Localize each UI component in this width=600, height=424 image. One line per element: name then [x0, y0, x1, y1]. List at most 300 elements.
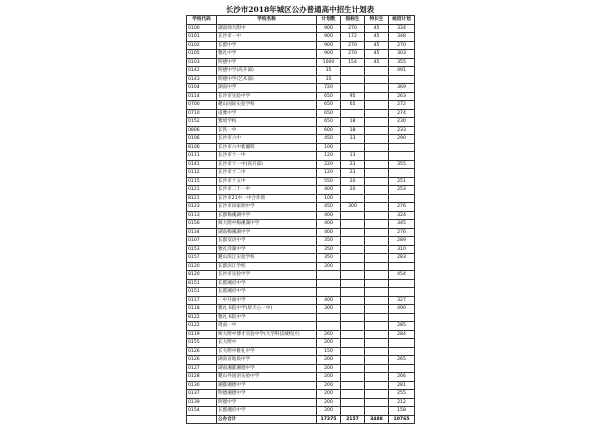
cell-talent	[365, 390, 389, 399]
cell-quota	[341, 373, 365, 382]
cell-school-name: 长沙市十一中	[217, 152, 317, 161]
cell-plan	[317, 313, 341, 322]
table-row	[187, 220, 415, 229]
cell-code: 8121	[187, 194, 217, 203]
table-row	[187, 92, 415, 101]
cell-code: 0151	[187, 288, 217, 297]
cell-quota: 270	[341, 24, 365, 33]
cell-code: 0101	[187, 33, 217, 42]
cell-plan: 550	[317, 177, 341, 186]
cell-recruit: 290	[389, 135, 415, 144]
cell-recruit: 285	[389, 322, 415, 331]
cell-quota: 270	[341, 50, 365, 59]
cell-quota	[341, 305, 365, 314]
cell-talent	[365, 271, 389, 280]
cell-recruit: 230	[389, 118, 415, 127]
cell-plan: 120	[317, 169, 341, 178]
cell-code: 0114	[187, 92, 217, 101]
cell-talent	[365, 203, 389, 212]
cell-quota	[341, 271, 365, 280]
cell-plan: 400	[317, 211, 341, 220]
table-row	[187, 279, 415, 288]
cell-recruit: 334	[389, 24, 415, 33]
cell-code: 0100	[187, 24, 217, 33]
table-row	[187, 84, 415, 93]
cell-code: 0126	[187, 347, 217, 356]
cell-code: 0123	[187, 203, 217, 212]
cell-recruit: 310	[389, 245, 415, 254]
cell-code: 0122	[187, 322, 217, 331]
cell-recruit	[389, 313, 415, 322]
table-row	[187, 381, 415, 390]
cell-recruit: 251	[389, 177, 415, 186]
cell-school-name: 雅境学校	[217, 118, 317, 127]
cell-code: 0139	[187, 398, 217, 407]
cell-school-name: 一中开福中学	[217, 296, 317, 305]
cell-plan: 650	[317, 92, 341, 101]
cell-talent	[365, 407, 389, 416]
cell-school-name: 长沙市十五中	[217, 177, 317, 186]
page-title: 长沙市2018年城区公办普通高中招生计划表	[225, 5, 375, 14]
cell-recruit: 345	[389, 220, 415, 229]
cell-school-name: 长郡梅溪湖中学	[217, 211, 317, 220]
cell-code: 0127	[187, 364, 217, 373]
table-row	[187, 347, 415, 356]
cell-talent	[365, 296, 389, 305]
table-row	[187, 322, 415, 331]
table-row	[187, 194, 415, 203]
cell-talent	[365, 322, 389, 331]
cell-code: 8106	[187, 143, 217, 152]
cell-plan: 200	[317, 262, 341, 271]
cell-talent	[365, 339, 389, 348]
table-row	[187, 126, 415, 135]
cell-talent	[365, 75, 389, 84]
cell-recruit: 158	[389, 407, 415, 416]
col-header-quota: 指标生	[341, 16, 365, 25]
admission-plan-sheet	[186, 4, 414, 424]
table-row	[187, 75, 415, 84]
cell-talent	[365, 177, 389, 186]
table-row	[187, 101, 415, 110]
cell-code: 0121	[187, 186, 217, 195]
cell-quota	[341, 330, 365, 339]
cell-plan: 650	[317, 118, 341, 127]
cell-quota: 300	[341, 203, 365, 212]
cell-school-name: 麓山外国语实验中学	[217, 373, 317, 382]
cell-code: 0130	[187, 381, 217, 390]
cell-code: 0120	[187, 262, 217, 271]
table-row	[187, 271, 415, 280]
cell-talent	[365, 313, 389, 322]
cell-plan: 400	[317, 228, 341, 237]
cell-quota	[341, 364, 365, 373]
cell-quota	[341, 228, 365, 237]
cell-recruit: 324	[389, 211, 415, 220]
total-recruit: 10765	[389, 415, 415, 424]
cell-school-name: 长郡双语中学	[217, 237, 317, 246]
cell-recruit: 266	[389, 373, 415, 382]
cell-recruit	[389, 194, 415, 203]
table-row	[187, 169, 415, 178]
cell-recruit: 369	[389, 84, 415, 93]
cell-talent: 45	[365, 58, 389, 67]
cell-school-name: 师大附中梅溪湖中学	[217, 220, 317, 229]
cell-code: 0710	[187, 109, 217, 118]
cell-quota: 154	[341, 58, 365, 67]
cell-school-name: 长沙市实验中学	[217, 271, 317, 280]
cell-code: 8151	[187, 279, 217, 288]
cell-recruit: 491	[389, 67, 415, 76]
cell-school-name: 长郡中学	[217, 41, 317, 50]
cell-code: 0700	[187, 101, 217, 110]
cell-plan: 400	[317, 296, 341, 305]
total-quota: 2157	[341, 415, 365, 424]
cell-recruit: 355	[389, 160, 415, 169]
cell-plan: 260	[317, 330, 341, 339]
cell-quota	[341, 75, 365, 84]
table-row	[187, 160, 415, 169]
cell-plan: 450	[317, 203, 341, 212]
cell-code: 0157	[187, 254, 217, 263]
table-row	[187, 398, 415, 407]
cell-recruit: 289	[389, 237, 415, 246]
cell-quota	[341, 407, 365, 416]
cell-quota: 13	[341, 135, 365, 144]
cell-talent	[365, 398, 389, 407]
cell-talent	[365, 101, 389, 110]
cell-recruit: 270	[389, 41, 415, 50]
col-header-talent: 特长生	[365, 16, 389, 25]
cell-code: 0107	[187, 237, 217, 246]
cell-recruit: 253	[389, 186, 415, 195]
cell-code: 0156	[187, 220, 217, 229]
cell-school-name: 明德中学	[217, 58, 317, 67]
cell-talent	[365, 135, 389, 144]
cell-quota	[341, 220, 365, 229]
cell-plan: 200	[317, 407, 341, 416]
cell-talent	[365, 211, 389, 220]
cell-plan: 1000	[317, 58, 341, 67]
cell-quota	[341, 398, 365, 407]
cell-school-name: 长沙市二十一中	[217, 186, 317, 195]
cell-code: 8120	[187, 271, 217, 280]
cell-talent: 45	[365, 24, 389, 33]
cell-plan: 200	[317, 339, 341, 348]
cell-school-name: 长沙市六中新疆班	[217, 143, 317, 152]
cell-school-name: 长沙市实验中学	[217, 92, 317, 101]
cell-quota	[341, 254, 365, 263]
cell-school-name: 明德湘德中学	[217, 390, 317, 399]
cell-talent: 45	[365, 50, 389, 59]
cell-quota: 18	[341, 126, 365, 135]
cell-school-name: 雅礼中学	[217, 50, 317, 59]
cell-school-name: 长郡滨江学校	[217, 262, 317, 271]
cell-school-name: 长沙市六中	[217, 135, 317, 144]
cell-recruit	[389, 262, 415, 271]
cell-plan: 450	[317, 135, 341, 144]
total-code	[187, 415, 217, 424]
cell-code: 0104	[187, 84, 217, 93]
cell-talent	[365, 279, 389, 288]
table-row	[187, 228, 415, 237]
table-row	[187, 407, 415, 416]
cell-quota: 95	[341, 92, 365, 101]
table-row	[187, 262, 415, 271]
cell-plan	[317, 322, 341, 331]
cell-recruit: 212	[389, 398, 415, 407]
table-row	[187, 186, 415, 195]
cell-quota: 65	[341, 101, 365, 110]
cell-talent	[365, 118, 389, 127]
cell-plan: 350	[317, 254, 341, 263]
cell-code: 0141	[187, 160, 217, 169]
cell-recruit: 276	[389, 228, 415, 237]
col-header-name: 学校名称	[217, 16, 317, 25]
table-row	[187, 33, 415, 42]
total-plan: 17375	[317, 415, 341, 424]
cell-code: 8122	[187, 313, 217, 322]
cell-quota	[341, 279, 365, 288]
cell-recruit	[389, 288, 415, 297]
table-row	[187, 339, 415, 348]
cell-quota	[341, 313, 365, 322]
cell-recruit: 454	[389, 271, 415, 280]
cell-school-name: 师大附中博才实验中学(大学科技城校区)	[217, 330, 317, 339]
cell-school-name: 明德中学	[217, 398, 317, 407]
cell-quota: 23	[341, 169, 365, 178]
cell-talent	[365, 92, 389, 101]
total-label: 公办合计	[217, 415, 317, 424]
col-header-code: 学校代码	[187, 16, 217, 25]
cell-talent	[365, 186, 389, 195]
table-row	[187, 245, 415, 254]
cell-talent	[365, 194, 389, 203]
cell-talent	[365, 143, 389, 152]
cell-school-name: 雅礼洋湖中学	[217, 245, 317, 254]
cell-plan: 900	[317, 41, 341, 50]
cell-code: 0806	[187, 126, 217, 135]
cell-talent	[365, 160, 389, 169]
cell-recruit: 255	[389, 390, 415, 399]
cell-quota	[341, 339, 365, 348]
cell-code: 0118	[187, 305, 217, 314]
cell-plan: 100	[317, 143, 341, 152]
cell-quota	[341, 390, 365, 399]
cell-talent	[365, 262, 389, 271]
cell-recruit: 272	[389, 101, 415, 110]
cell-school-name: 长郡湘府中学	[217, 407, 317, 416]
cell-recruit: 355	[389, 58, 415, 67]
table-row	[187, 254, 415, 263]
table-row	[187, 177, 415, 186]
cell-plan: 720	[317, 84, 341, 93]
cell-school-name: 湖南中学	[217, 84, 317, 93]
cell-plan	[317, 271, 341, 280]
cell-plan: 400	[317, 220, 341, 229]
cell-code: 0106	[187, 135, 217, 144]
cell-plan	[317, 288, 341, 297]
cell-recruit: 265	[389, 356, 415, 365]
cell-quota	[341, 211, 365, 220]
cell-talent	[365, 373, 389, 382]
cell-school-name: 湖南湘都湘德中学	[217, 364, 317, 373]
cell-code: 0155	[187, 339, 217, 348]
cell-quota	[341, 143, 365, 152]
cell-quota	[341, 262, 365, 271]
table-row	[187, 356, 415, 365]
col-header-plan: 计划数	[317, 16, 341, 25]
cell-plan: 200	[317, 398, 341, 407]
cell-school-name: 长郡湘府中学	[217, 288, 317, 297]
cell-plan: 35	[317, 67, 341, 76]
cell-code: 0112	[187, 169, 217, 178]
cell-school-name: 长大附中雅礼中学	[217, 347, 317, 356]
cell-school-name: 长郡湘府中学	[217, 279, 317, 288]
cell-school-name: 周南一中	[217, 322, 317, 331]
cell-code: 0126	[187, 356, 217, 365]
cell-talent	[365, 109, 389, 118]
cell-code: 0117	[187, 296, 217, 305]
cell-talent: 45	[365, 33, 389, 42]
cell-school-name: 长沙市十一中(高升部)	[217, 160, 317, 169]
cell-recruit	[389, 364, 415, 373]
cell-plan: 300	[317, 305, 341, 314]
cell-plan: 120	[317, 152, 341, 161]
cell-talent	[365, 237, 389, 246]
cell-talent	[365, 245, 389, 254]
cell-school-name: 湖南梅溪湖中学	[217, 228, 317, 237]
cell-plan: 650	[317, 101, 341, 110]
cell-school-name: 麓山滨江实验学校	[217, 254, 317, 263]
cell-talent	[365, 288, 389, 297]
cell-plan: 350	[317, 237, 341, 246]
cell-plan: 400	[317, 186, 341, 195]
table-row	[187, 203, 415, 212]
table-row	[187, 118, 415, 127]
cell-plan: 600	[317, 126, 341, 135]
cell-code: 0128	[187, 373, 217, 382]
cell-quota	[341, 356, 365, 365]
cell-school-name: 湖南省地质中学	[217, 356, 317, 365]
cell-quota	[341, 245, 365, 254]
table-row	[187, 67, 415, 76]
cell-plan: 150	[317, 347, 341, 356]
cell-talent	[365, 169, 389, 178]
cell-recruit	[389, 279, 415, 288]
cell-talent	[365, 330, 389, 339]
cell-plan: 35	[317, 75, 341, 84]
cell-code: 0111	[187, 152, 217, 161]
cell-recruit: 490	[389, 305, 415, 314]
cell-school-name: 湘都湘德中学	[217, 381, 317, 390]
table-row	[187, 288, 415, 297]
cell-talent	[365, 254, 389, 263]
cell-quota: 172	[341, 33, 365, 42]
table-row	[187, 237, 415, 246]
table-row	[187, 373, 415, 382]
table-row	[187, 50, 415, 59]
cell-talent	[365, 364, 389, 373]
cell-code: 0115	[187, 177, 217, 186]
cell-recruit: 348	[389, 33, 415, 42]
cell-school-name: 长铁一中	[217, 126, 317, 135]
total-row	[187, 415, 415, 424]
cell-school-name: 长大附中	[217, 339, 317, 348]
cell-code: 0137	[187, 390, 217, 399]
cell-code: 0103	[187, 58, 217, 67]
cell-plan: 200	[317, 381, 341, 390]
table-row	[187, 330, 415, 339]
cell-school-name: 湖南师大附中	[217, 24, 317, 33]
cell-recruit	[389, 152, 415, 161]
cell-code: 0142	[187, 67, 217, 76]
cell-talent	[365, 152, 389, 161]
cell-quota	[341, 288, 365, 297]
cell-school-name: 南雅中学	[217, 109, 317, 118]
cell-code: 0154	[187, 407, 217, 416]
cell-quota	[341, 237, 365, 246]
cell-recruit: 284	[389, 330, 415, 339]
admission-plan-table	[186, 15, 415, 424]
cell-code: 0119	[187, 330, 217, 339]
cell-quota: 20	[341, 186, 365, 195]
cell-code: 0143	[187, 75, 217, 84]
cell-code: 0105	[187, 50, 217, 59]
cell-recruit: 276	[389, 203, 415, 212]
cell-school-name: 明德中学(艺术部)	[217, 75, 317, 84]
cell-talent: 45	[365, 41, 389, 50]
table-row	[187, 390, 415, 399]
table-row	[187, 313, 415, 322]
cell-plan: 900	[317, 50, 341, 59]
cell-school-name: 长沙市十二中	[217, 169, 317, 178]
cell-talent	[365, 305, 389, 314]
cell-plan: 900	[317, 24, 341, 33]
cell-talent	[365, 381, 389, 390]
cell-plan: 220	[317, 160, 341, 169]
cell-plan: 200	[317, 373, 341, 382]
cell-recruit	[389, 169, 415, 178]
cell-plan: 200	[317, 390, 341, 399]
table-body	[187, 24, 415, 415]
cell-talent	[365, 220, 389, 229]
cell-quota: 23	[341, 160, 365, 169]
cell-talent	[365, 356, 389, 365]
table-row	[187, 211, 415, 220]
cell-plan: 100	[317, 194, 341, 203]
cell-talent	[365, 126, 389, 135]
cell-quota	[341, 296, 365, 305]
cell-quota: 270	[341, 41, 365, 50]
cell-quota	[341, 109, 365, 118]
cell-school-name: 明德中学(高升部)	[217, 67, 317, 76]
header-row	[187, 16, 415, 25]
cell-school-name: 长沙市田家炳中学	[217, 203, 317, 212]
table-row	[187, 364, 415, 373]
cell-recruit: 274	[389, 109, 415, 118]
total-talent: 3488	[365, 415, 389, 424]
cell-recruit: 283	[389, 254, 415, 263]
table-row	[187, 143, 415, 152]
cell-quota	[341, 381, 365, 390]
table-row	[187, 305, 415, 314]
cell-school-name: 长沙市21中一中合作班	[217, 194, 317, 203]
cell-recruit: 303	[389, 50, 415, 59]
cell-recruit	[389, 339, 415, 348]
cell-school-name: 雅礼书院中学	[217, 313, 317, 322]
table-row	[187, 296, 415, 305]
